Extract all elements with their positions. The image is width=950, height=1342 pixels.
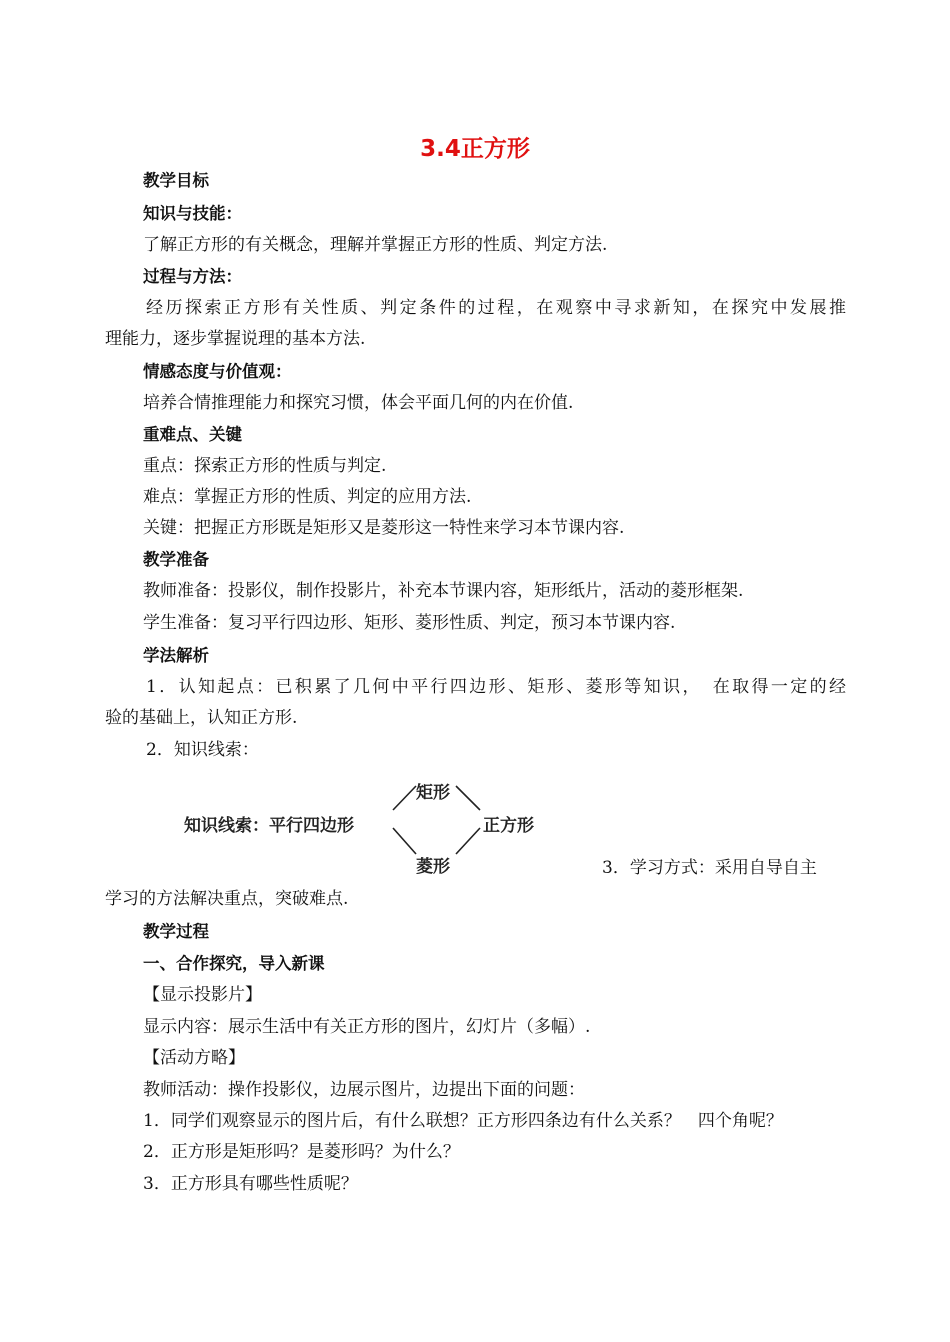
knowledge-clue-diagram (180, 772, 560, 884)
method-item3-a: 3．学习方式：采用自导自主 (602, 858, 817, 878)
emotion-heading: 情感态度与价值观： (143, 362, 292, 381)
show-content: 显示内容：展示生活中有关正方形的图片，幻灯片（多幅）. (143, 1017, 591, 1037)
diagram-edge-down-right (456, 828, 480, 854)
keypoints-key: 关键：把握正方形既是矩形又是菱形这一特性来学习本节课内容. (143, 518, 625, 538)
teacher-activity: 教师活动：操作投影仪，边展示图片，边提出下面的问题： (143, 1080, 585, 1100)
question-1: 1．同学们观察显示的图片后，有什么联想？正方形四条边有什么关系？ 四个角呢？ (143, 1111, 783, 1131)
keypoints-difficulty: 难点：掌握正方形的性质、判定的应用方法. (143, 487, 472, 507)
process-method-heading: 过程与方法： (143, 267, 242, 286)
method-item3-b: 学习的方法解决重点，突破难点. (105, 889, 349, 909)
emotion-text: 培养合情推理能力和探究习惯，体会平面几何的内在价值. (143, 393, 574, 413)
method-heading: 学法解析 (143, 646, 209, 665)
diagram-bottom-node: 菱形 (416, 857, 450, 877)
objectives-heading: 教学目标 (143, 171, 209, 190)
knowledge-heading: 知识与技能： (143, 204, 242, 223)
process-heading: 教学过程 (143, 922, 209, 941)
keypoints-focus: 重点：探索正方形的性质与判定. (143, 456, 387, 476)
knowledge-text: 了解正方形的有关概念，理解并掌握正方形的性质、判定方法. (143, 235, 608, 255)
diagram-right-node: 正方形 (483, 816, 534, 836)
diagram-edge-up-left (393, 786, 416, 810)
question-3: 3．正方形具有哪些性质呢？ (143, 1174, 358, 1194)
method-item1-a: 1．认知起点：已积累了几何中平行四边形、矩形、菱形等知识， 在取得一定的经 (146, 677, 846, 697)
diagram-label: 知识线索：平行四边形 (184, 816, 354, 836)
section1-heading: 一、合作探究，导入新课 (143, 954, 325, 973)
knowledge-clue-svg (180, 772, 560, 884)
diagram-edge-down-left (393, 828, 416, 854)
preparation-heading: 教学准备 (143, 550, 209, 569)
question-2: 2．正方形是矩形吗？是菱形吗？为什么？ (143, 1142, 460, 1162)
method-item2: 2．知识线索： (146, 740, 259, 760)
process-method-text-2: 理能力，逐步掌握说理的基本方法. (105, 329, 366, 349)
preparation-student: 学生准备：复习平行四边形、矩形、菱形性质、判定，预习本节课内容. (143, 613, 676, 633)
show-bracket: 【显示投影片】 (143, 985, 262, 1005)
diagram-top-node: 矩形 (416, 783, 450, 803)
keypoints-heading: 重难点、关键 (143, 425, 242, 444)
preparation-teacher: 教师准备：投影仪，制作投影片，补充本节课内容，矩形纸片，活动的菱形框架. (143, 581, 744, 601)
method-item1-b: 验的基础上，认知正方形. (105, 708, 298, 728)
page-title: 3.4正方形 (420, 136, 530, 162)
process-method-text-1: 经历探索正方形有关性质、判定条件的过程，在观察中寻求新知，在探究中发展推 (146, 298, 846, 318)
activity-bracket: 【活动方略】 (143, 1048, 245, 1068)
diagram-edge-up-right (456, 786, 480, 810)
